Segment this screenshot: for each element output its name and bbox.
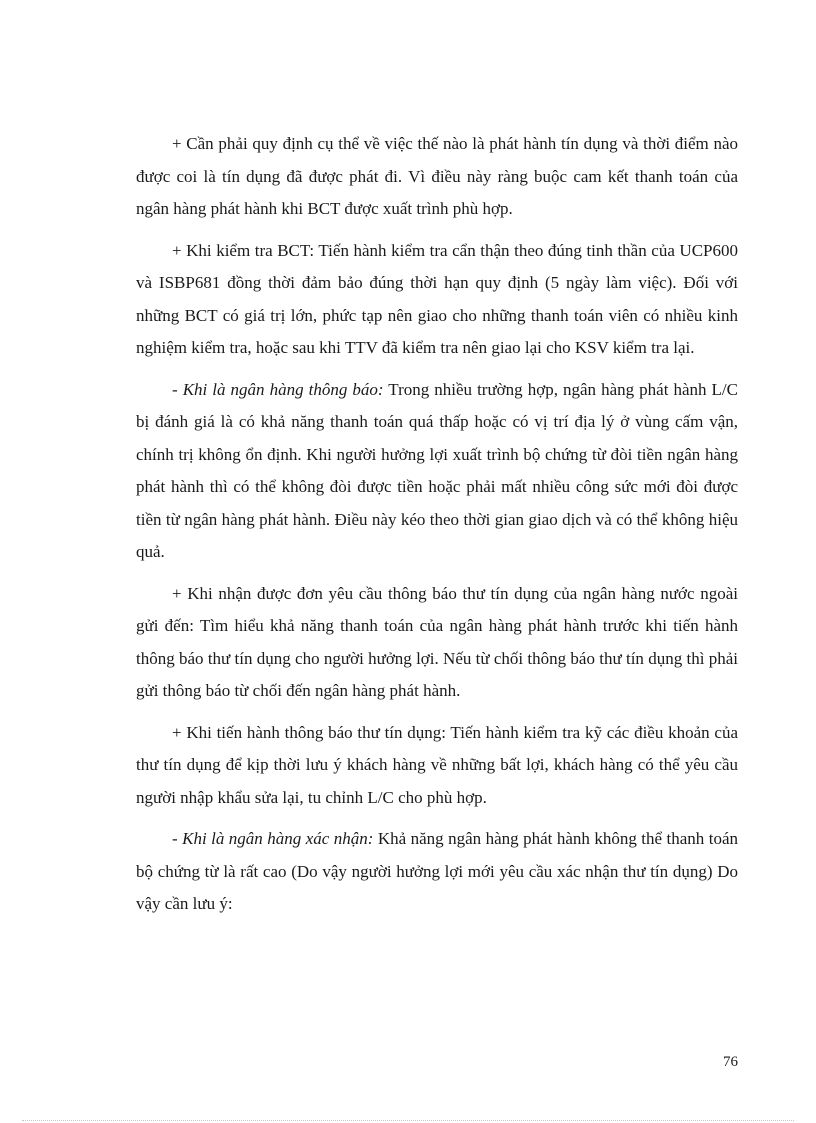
paragraph-4 bbox=[136, 578, 738, 708]
paragraph-6-lead: - Khi là ngân hàng xác nhận: bbox=[172, 829, 374, 848]
paragraph-2 bbox=[136, 235, 738, 365]
paragraph-5 bbox=[136, 717, 738, 815]
paragraph-2-text: + Khi kiểm tra BCT: Tiến hành kiểm tra cẩn thận theo đúng tinh thần của UCP600 và ISBP681 đồng thời đảm bảo đúng thời hạn quy định (5 ngày làm việc). Đối với những BCT có giá trị lớn, phức tạp nên giao cho những thanh toán viên có nhiều kinh nghiệm kiểm tra, hoặc sau khi TTV đã kiểm tra nên giao lại cho KSV kiểm tra lại. bbox=[136, 240, 738, 357]
paragraph-4-text: + Khi nhận được đơn yêu cầu thông báo thư tín dụng của ngân hàng nước ngoài gửi đến: Tìm hiểu khả năng thanh toán của ngân hàng phát hành trước khi tiến hành thông báo thư tín dụng cho người hưởng lợi. Nếu từ chối thông báo thư tín dụng thì phải gửi thông báo từ chối đến ngân hàng phát hành. bbox=[136, 583, 738, 700]
paragraph-3-lead: - Khi là ngân hàng thông báo: bbox=[172, 379, 384, 399]
page-number: 76 bbox=[723, 1054, 738, 1070]
page-bottom-divider bbox=[22, 1120, 794, 1121]
paragraph-3 bbox=[136, 374, 738, 569]
paragraph-5-text: + Khi tiến hành thông báo thư tín dụng: Tiến hành kiểm tra kỹ các điều khoản của thư tín dụng để kịp thời lưu ý khách hàng về những bất lợi, khách hàng có thể yêu cầu người nhập khẩu sửa lại, tu chỉnh L/C cho phù hợp. bbox=[136, 722, 738, 807]
paragraph-1-text: + Cần phải quy định cụ thể về việc thế nào là phát hành tín dụng và thời điểm nào được coi là tín dụng đã được phát đi. Vì điều này ràng buộc cam kết thanh toán của ngân hàng phát hành khi BCT được xuất trình phù hợp. bbox=[136, 134, 738, 218]
body-text bbox=[136, 128, 738, 930]
paragraph-3-text: Trong nhiều trường hợp, ngân hàng phát hành L/C bị đánh giá là có khả năng thanh toán quá thấp hoặc có vị trí địa lý ở vùng cấm vận, chính trị không ổn định. Khi người hưởng lợi xuất trình bộ chứng từ đòi tiền ngân hàng phát hành thì có thể không đòi được tiền hoặc phải mất nhiều công sức mới đòi được tiền từ ngân hàng phát hành. Điều này kéo theo thời gian giao dịch và có thể không hiệu quả. bbox=[136, 379, 738, 561]
paragraph-6-text: Khả năng ngân hàng phát hành không thể thanh toán bộ chứng từ là rất cao (Do vậy người hưởng lợi mới yêu cầu xác nhận thư tín dụng) Do vậy cần lưu ý: bbox=[136, 829, 738, 913]
paragraph-6 bbox=[136, 823, 738, 921]
paragraph-1 bbox=[136, 128, 738, 226]
